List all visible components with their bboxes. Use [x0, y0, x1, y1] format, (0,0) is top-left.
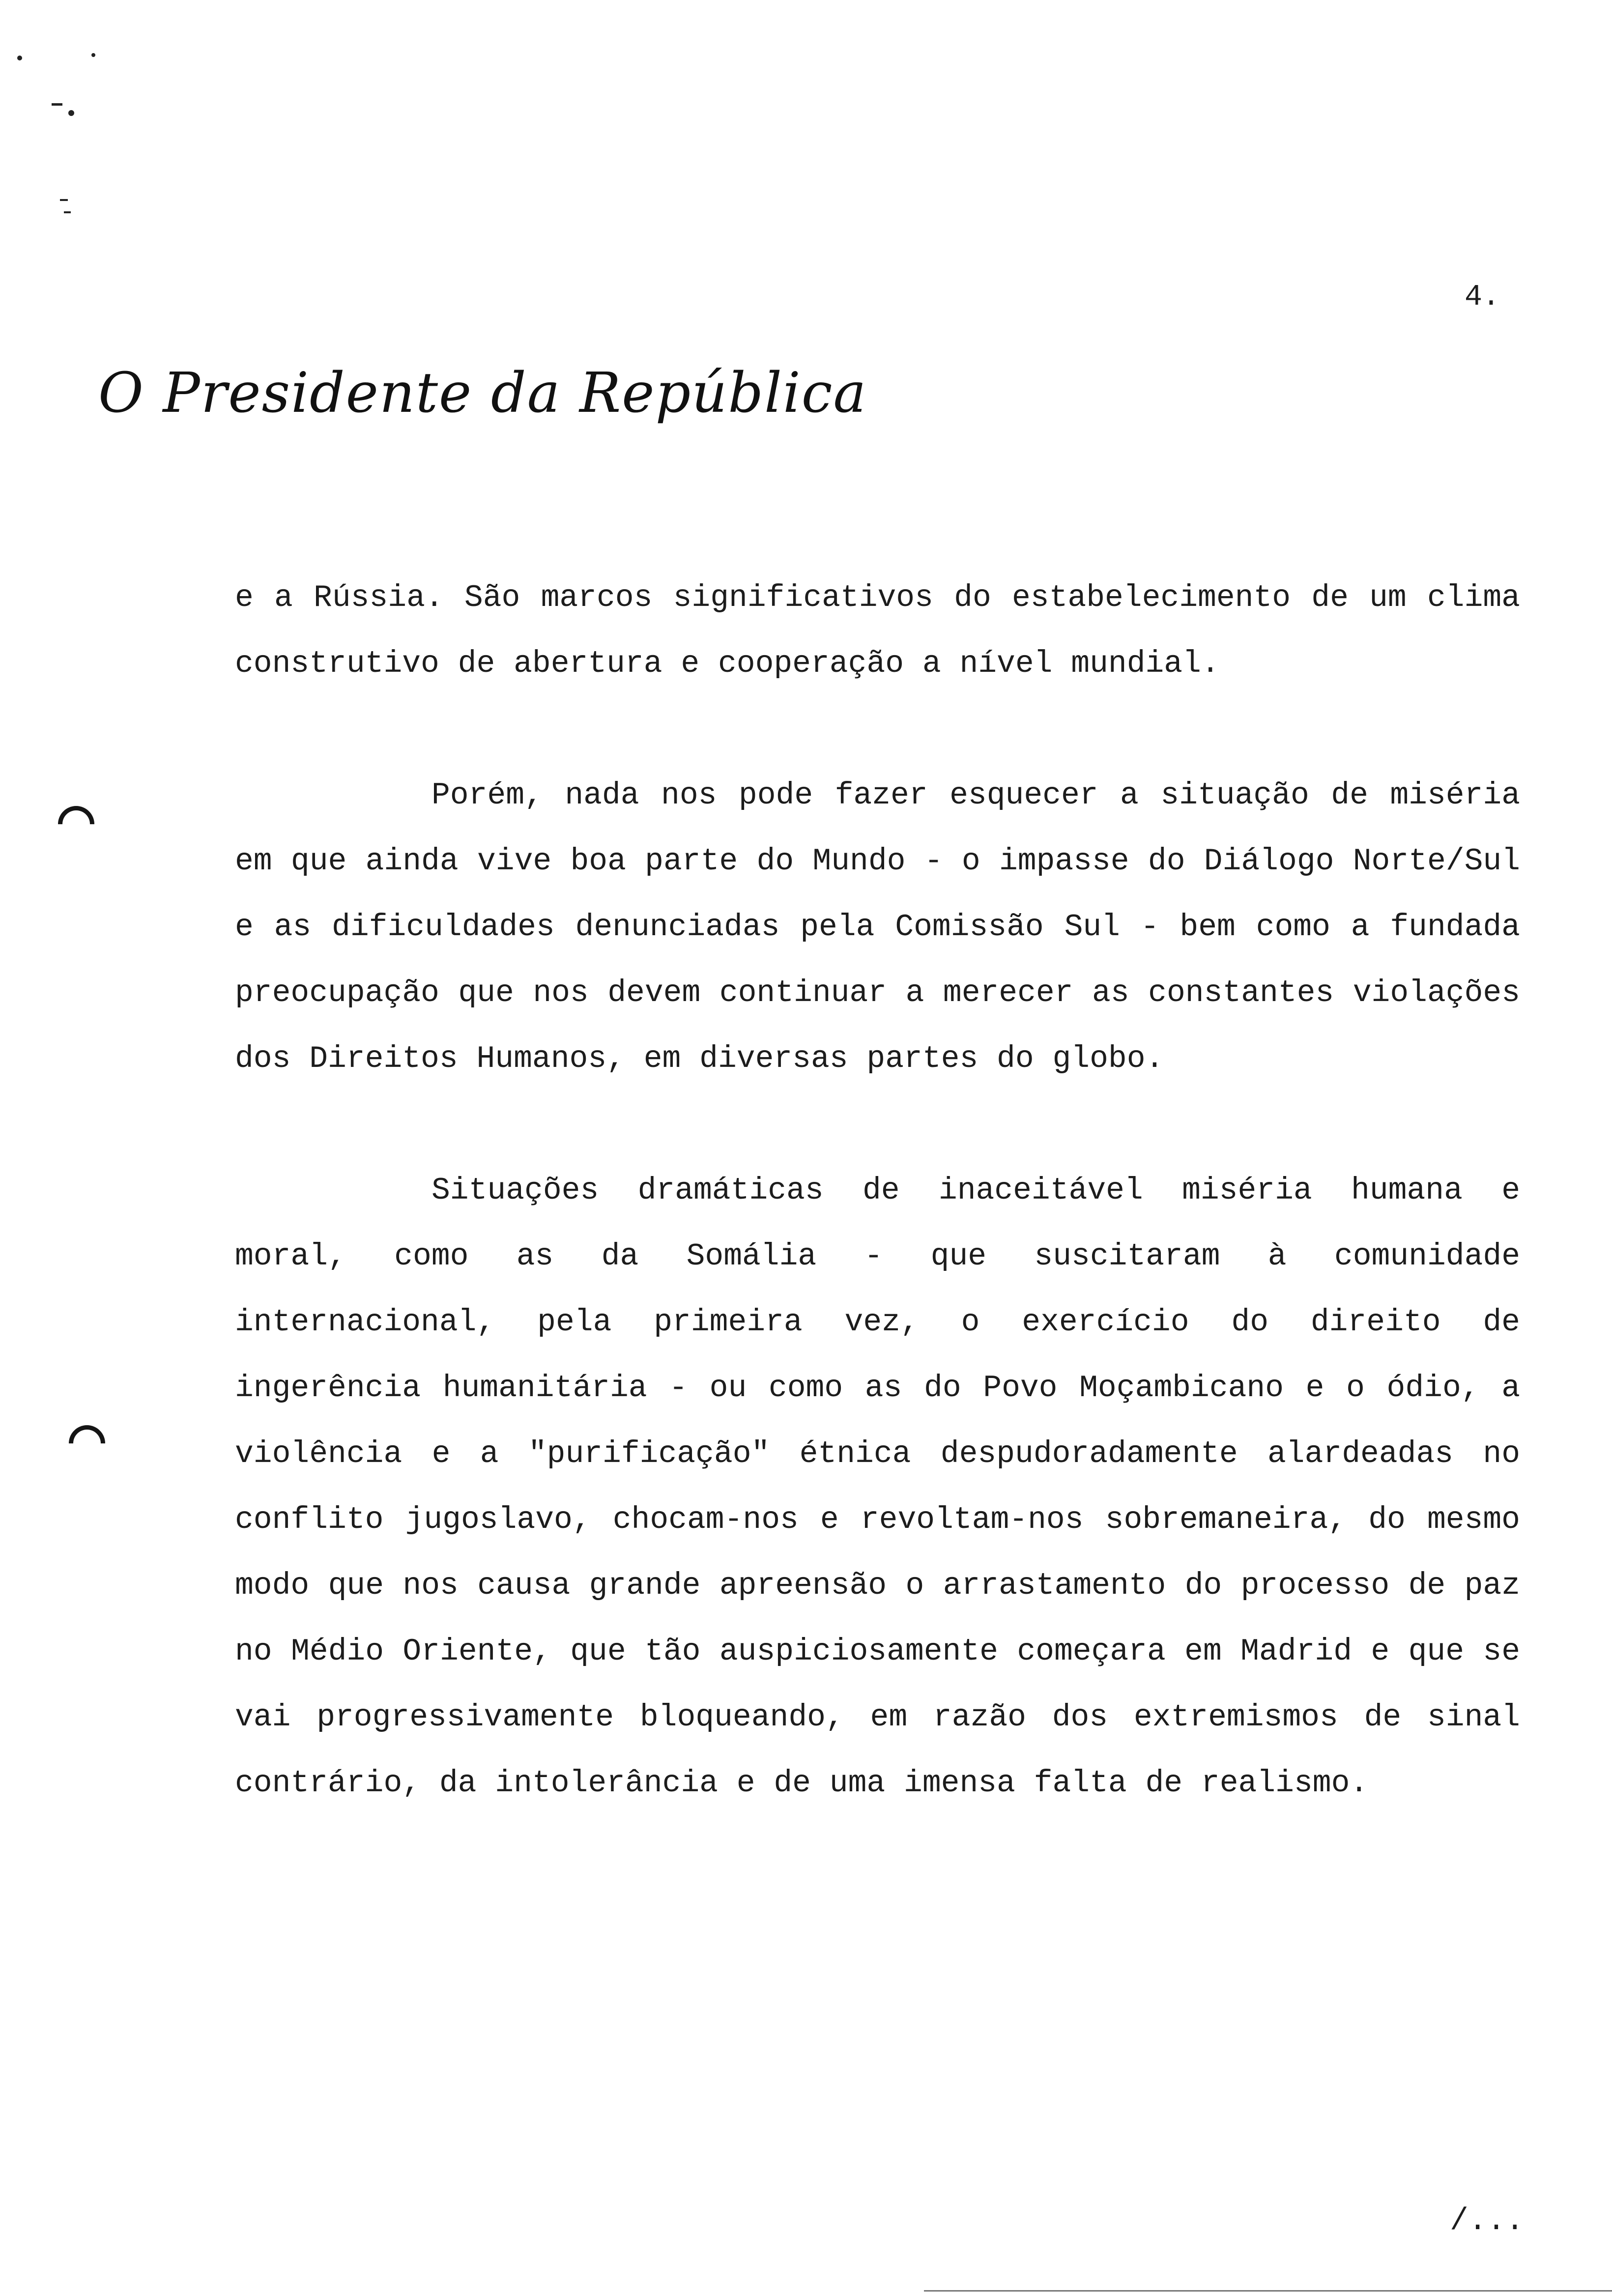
scan-specks [0, 0, 1612, 295]
punch-hole-mark [61, 1418, 113, 1469]
scan-edge-line [924, 2290, 1612, 2292]
paragraph-humanitarian: Situações dramáticas de inaceitável miséria humana e moral, como as da Somália - que suscitaram à comunidade internacional, pela primeira vez, o exercício do direito de ingerência humanitária - ou como as do Povo Moçambicano e o ódio, a violência e a "purificação" étnica despudoradamente alardeadas no conflito jugoslavo, chocam-nos e revoltam-nos sobremaneira, do mesmo modo que nos causa grande apreensão o arrastamento do processo de paz no Médio Oriente, que tão auspiciosamente começara em Madrid e que se vai progressivamente bloqueando, em razão dos extremismos de sinal contrário, da intolerância e de uma imensa falta de realismo. [235, 1173, 1520, 1801]
punch-hole-mark [51, 799, 102, 850]
paragraph-poverty: Porém, nada nos pode fazer esquecer a situação de miséria em que ainda vive boa parte do Mundo - o impasse do Diálogo Norte/Sul e as dificuldades denunciadas pela Comissão Sul - bem como a fundada preocupação que nos devem continuar a merecer as constantes violações dos Direitos Humanos, em diversas partes do globo. [235, 778, 1520, 1076]
opening-paragraph: e a Rússia. São marcos significativos do estabelecimento de um clima construtivo de abertura e cooperação a nível mundial. [235, 580, 1520, 681]
page-number: 4. [1465, 281, 1500, 314]
continuation-mark: /... [1450, 2204, 1525, 2239]
letter-body [235, 565, 1520, 1816]
letterhead-title: O Presidente da República [98, 361, 867, 425]
